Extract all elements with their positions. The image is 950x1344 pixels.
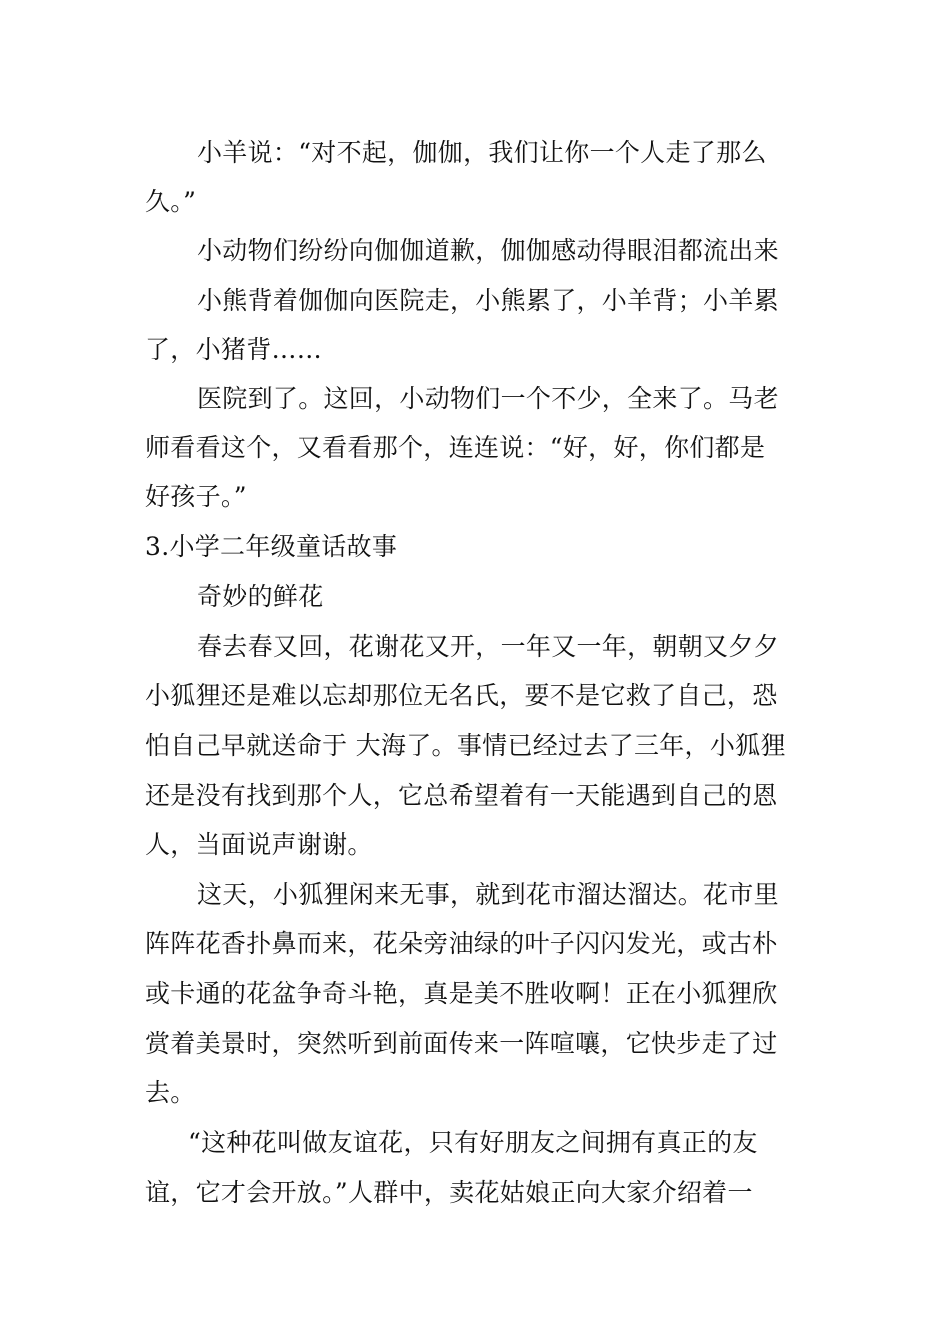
paragraph-line: 小羊说：“对不起，伽伽，我们让你一个人走了那么: [197, 138, 767, 167]
paragraph-line: 春去春又回，花谢花又开，一年又一年，朝朝又夕夕: [197, 632, 779, 661]
paragraph-line: 久。”: [145, 187, 197, 216]
paragraph-line: 或卡通的花盆争奇斗艳，真是美不胜收啊！正在小狐狸欣: [145, 979, 778, 1008]
paragraph-line: 小动物们纷纷向伽伽道歉，伽伽感动得眼泪都流出来: [197, 236, 779, 265]
section-heading: 3.小学二年级童话故事: [145, 532, 398, 561]
paragraph-line: 人，当面说声谢谢。: [145, 830, 373, 859]
paragraph-line: 了，小猪背……: [145, 335, 323, 364]
paragraph-line: “这种花叫做友谊花，只有好朋友之间拥有真正的友: [188, 1128, 758, 1157]
paragraph-line: 还是没有找到那个人，它总希望着有一天能遇到自己的恩: [145, 781, 778, 810]
paragraph-line: 好孩子。”: [145, 482, 247, 511]
paragraph-line: 阵阵花香扑鼻而来，花朵旁油绿的叶子闪闪发光，或古朴: [145, 929, 778, 958]
paragraph-line: 小熊背着伽伽向医院走，小熊累了，小羊背；小羊累: [197, 286, 779, 315]
paragraph-line: 这天，小狐狸闲来无事，就到花市溜达溜达。花市里: [197, 880, 779, 909]
paragraph-line: 怕自己早就送命于 大海了。事情已经过去了三年，小狐狸: [145, 731, 786, 760]
paragraph-line: 赏着美景时，突然听到前面传来一阵喧嚷，它快步走了过: [145, 1029, 778, 1058]
paragraph-line: 师看看这个，又看看那个，连连说：“好，好，你们都是: [145, 433, 766, 462]
paragraph-line: 谊，它才会开放。”人群中，卖花姑娘正向大家介绍着一: [145, 1178, 753, 1207]
paragraph-line: 去。: [145, 1078, 196, 1107]
paragraph-line: 小狐狸还是难以忘却那位无名氏，要不是它救了自己，恐: [145, 681, 778, 710]
story-title: 奇妙的鲜花: [197, 582, 324, 611]
paragraph-line: 医院到了。这回，小动物们一个不少，全来了。马老: [197, 384, 779, 413]
